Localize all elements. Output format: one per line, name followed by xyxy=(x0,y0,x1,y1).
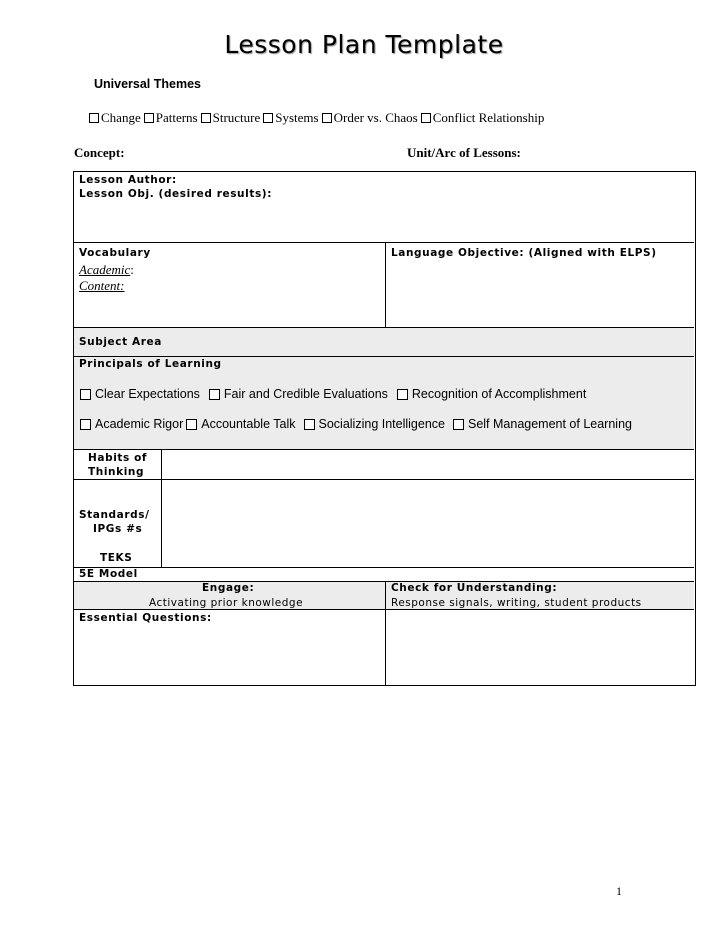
page-title: Lesson Plan Template xyxy=(224,30,504,59)
principle-recognition[interactable] xyxy=(397,387,586,401)
check-for-understanding-subtitle: Response signals, writing, student products xyxy=(391,597,642,609)
checkbox-icon[interactable] xyxy=(453,419,464,430)
principle-accountable-talk[interactable] xyxy=(186,417,295,431)
principle-label: Academic Rigor xyxy=(95,417,184,431)
principle-self-management[interactable] xyxy=(453,417,632,431)
principles-row-1 xyxy=(80,387,586,401)
five-e-model-label: 5E Model xyxy=(79,568,138,580)
teks-label: TEKS xyxy=(100,552,133,564)
checkbox-icon[interactable] xyxy=(304,419,315,430)
theme-order-vs-chaos[interactable] xyxy=(322,110,418,126)
checkbox-icon[interactable] xyxy=(186,419,197,430)
academic-text: Academic xyxy=(79,262,131,277)
theme-label: Conflict Relationship xyxy=(432,110,545,125)
principle-label: Socializing Intelligence xyxy=(318,417,445,431)
theme-structure[interactable] xyxy=(201,110,261,126)
principle-academic-rigor[interactable] xyxy=(80,417,183,431)
checkbox-icon[interactable] xyxy=(263,113,273,123)
theme-systems[interactable] xyxy=(263,110,318,126)
page-number: 1 xyxy=(616,884,622,898)
unit-arc-label: Unit/Arc of Lessons: xyxy=(407,145,521,160)
checkbox-icon[interactable] xyxy=(209,389,220,400)
theme-change[interactable] xyxy=(89,110,141,126)
check-for-understanding-label: Check for Understanding: xyxy=(391,582,558,594)
principle-label: Fair and Credible Evaluations xyxy=(223,387,388,401)
principles-row-2 xyxy=(80,417,632,431)
essential-questions-label: Essential Questions: xyxy=(79,612,212,624)
principle-fair-evaluations[interactable] xyxy=(209,387,388,401)
universal-themes-label: Universal Themes xyxy=(94,77,201,91)
checkbox-icon[interactable] xyxy=(201,113,211,123)
theme-label: Patterns xyxy=(155,110,198,125)
checkbox-icon[interactable] xyxy=(80,389,91,400)
engage-label: Engage: xyxy=(202,582,255,594)
language-objective-label: Language Objective: (Aligned with ELPS) xyxy=(391,247,657,259)
standards-label-1: Standards/ xyxy=(79,509,150,521)
checkbox-icon[interactable] xyxy=(421,113,431,123)
principals-of-learning-label: Principals of Learning xyxy=(79,358,222,370)
theme-label: Order vs. Chaos xyxy=(333,110,418,125)
lesson-author-label: Lesson Author: xyxy=(79,174,177,186)
principle-label: Recognition of Accomplishment xyxy=(411,387,587,401)
vocabulary-label: Vocabulary xyxy=(79,247,151,259)
theme-patterns[interactable] xyxy=(144,110,198,126)
universal-themes-options xyxy=(89,110,544,126)
subject-area-label: Subject Area xyxy=(79,336,162,348)
principle-clear-expectations[interactable] xyxy=(80,387,200,401)
checkbox-icon[interactable] xyxy=(397,389,408,400)
academic-label: Academic: xyxy=(79,262,134,277)
engage-subtitle: Activating prior knowledge xyxy=(149,597,304,609)
standards-label-2: IPGs #s xyxy=(93,523,143,535)
principle-label: Accountable Talk xyxy=(201,417,296,431)
theme-label: Systems xyxy=(275,110,319,125)
checkbox-icon[interactable] xyxy=(80,419,91,430)
concept-label: Concept: xyxy=(74,145,125,160)
lesson-objective-label: Lesson Obj. (desired results): xyxy=(79,188,272,200)
principle-label: Clear Expectations xyxy=(95,387,200,401)
principle-socializing-intelligence[interactable] xyxy=(304,417,445,431)
content-label: Content: xyxy=(79,278,125,293)
theme-label: Structure xyxy=(212,110,261,125)
habits-of-thinking-label-2: Thinking xyxy=(88,466,145,478)
checkbox-icon[interactable] xyxy=(322,113,332,123)
lesson-form xyxy=(73,171,696,686)
habits-of-thinking-label-1: Habits of xyxy=(88,452,148,464)
checkbox-icon[interactable] xyxy=(144,113,154,123)
theme-label: Change xyxy=(101,110,141,125)
checkbox-icon[interactable] xyxy=(89,113,99,123)
theme-conflict-relationship[interactable] xyxy=(421,110,545,126)
principle-label: Self Management of Learning xyxy=(467,417,632,431)
